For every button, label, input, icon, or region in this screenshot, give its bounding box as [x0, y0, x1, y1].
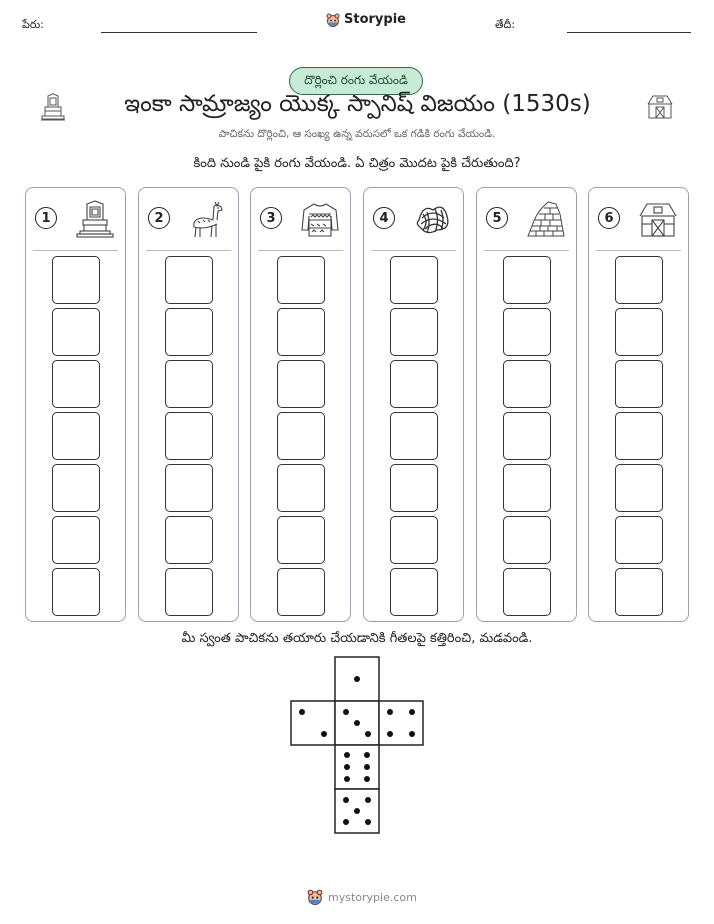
- die-face-2: [291, 701, 335, 745]
- column-divider: [33, 250, 118, 251]
- column-5: [476, 187, 577, 622]
- column-number: 3: [260, 207, 282, 229]
- color-box[interactable]: [390, 360, 438, 408]
- column-number: 6: [598, 207, 620, 229]
- color-box[interactable]: [615, 308, 663, 356]
- color-box[interactable]: [165, 464, 213, 512]
- color-box[interactable]: [503, 464, 551, 512]
- storypie-mascot-icon: [326, 13, 340, 27]
- brand-logo: [326, 12, 406, 27]
- activity-badge: దొర్లించి రంగు వేయండి: [289, 67, 423, 95]
- color-box[interactable]: [615, 256, 663, 304]
- column-3: [250, 187, 351, 622]
- color-box[interactable]: [52, 256, 100, 304]
- color-box[interactable]: [615, 464, 663, 512]
- throne-icon: [40, 93, 66, 121]
- column-divider: [484, 250, 569, 251]
- color-box[interactable]: [165, 308, 213, 356]
- color-box[interactable]: [52, 412, 100, 460]
- color-box[interactable]: [390, 256, 438, 304]
- sweater-icon: [300, 200, 340, 238]
- footer-url[interactable]: mystorypie.com: [328, 890, 417, 904]
- color-box[interactable]: [277, 568, 325, 616]
- throne-icon: [75, 200, 115, 238]
- color-box[interactable]: [52, 464, 100, 512]
- color-box[interactable]: [165, 412, 213, 460]
- footer: [307, 889, 417, 905]
- date-label: తేదీ:: [495, 18, 516, 31]
- color-box[interactable]: [503, 412, 551, 460]
- color-box[interactable]: [503, 256, 551, 304]
- column-divider: [596, 250, 681, 251]
- color-box[interactable]: [615, 516, 663, 564]
- barn-icon: [638, 200, 678, 238]
- stone-wall-icon: [526, 200, 566, 238]
- die-net: [290, 656, 426, 836]
- color-box[interactable]: [52, 516, 100, 564]
- column-number: 5: [486, 207, 508, 229]
- color-box[interactable]: [52, 308, 100, 356]
- color-box[interactable]: [615, 568, 663, 616]
- name-label: పేరు:: [22, 18, 44, 31]
- color-box[interactable]: [390, 464, 438, 512]
- color-box[interactable]: [390, 412, 438, 460]
- color-box[interactable]: [615, 412, 663, 460]
- yarn-icon: [413, 200, 453, 238]
- color-box[interactable]: [390, 568, 438, 616]
- color-box[interactable]: [277, 464, 325, 512]
- color-box[interactable]: [165, 568, 213, 616]
- column-divider: [146, 250, 231, 251]
- color-box[interactable]: [277, 308, 325, 356]
- die-face-4: [379, 701, 423, 745]
- color-box[interactable]: [52, 568, 100, 616]
- color-box[interactable]: [503, 516, 551, 564]
- cut-instruction: మీ స్వంత పాచికను తయారు చేయడానికి గీతలపై కత్తిరించి, మడవండి.: [181, 631, 533, 646]
- column-number: 2: [148, 207, 170, 229]
- subtitle: పాచికను దొర్లించి, ఆ సంఖ్య ఉన్న వరుసలో ఒక గడికి రంగు వేయండి.: [218, 128, 496, 140]
- color-box[interactable]: [503, 360, 551, 408]
- instruction: కింది నుండి పైకి రంగు వేయండి. ఏ చిత్రం మొదట పైకి చేరుతుంది?: [193, 156, 521, 171]
- column-number: 4: [373, 207, 395, 229]
- column-6: [588, 187, 689, 622]
- color-box[interactable]: [390, 516, 438, 564]
- color-box[interactable]: [277, 412, 325, 460]
- column-1: [25, 187, 126, 622]
- color-box[interactable]: [390, 308, 438, 356]
- column-4: [363, 187, 464, 622]
- date-line: [567, 32, 691, 33]
- color-box[interactable]: [503, 308, 551, 356]
- name-line: [101, 32, 257, 33]
- color-box[interactable]: [52, 360, 100, 408]
- color-box[interactable]: [165, 256, 213, 304]
- die-face-6: [335, 745, 379, 789]
- color-box[interactable]: [165, 516, 213, 564]
- color-box[interactable]: [503, 568, 551, 616]
- color-box[interactable]: [277, 516, 325, 564]
- column-2: [138, 187, 239, 622]
- color-box[interactable]: [277, 360, 325, 408]
- column-divider: [258, 250, 343, 251]
- storypie-mascot-icon: [307, 889, 323, 905]
- llama-icon: [188, 200, 228, 238]
- page-title: ఇంకా సామ్రాజ్యం యొక్క స్పానిష్ విజయం (1530s): [124, 91, 591, 117]
- brand-name: Storypie: [344, 12, 406, 27]
- column-number: 1: [35, 207, 57, 229]
- column-divider: [371, 250, 456, 251]
- color-box[interactable]: [165, 360, 213, 408]
- color-box[interactable]: [615, 360, 663, 408]
- color-box[interactable]: [277, 256, 325, 304]
- barn-icon: [646, 92, 674, 120]
